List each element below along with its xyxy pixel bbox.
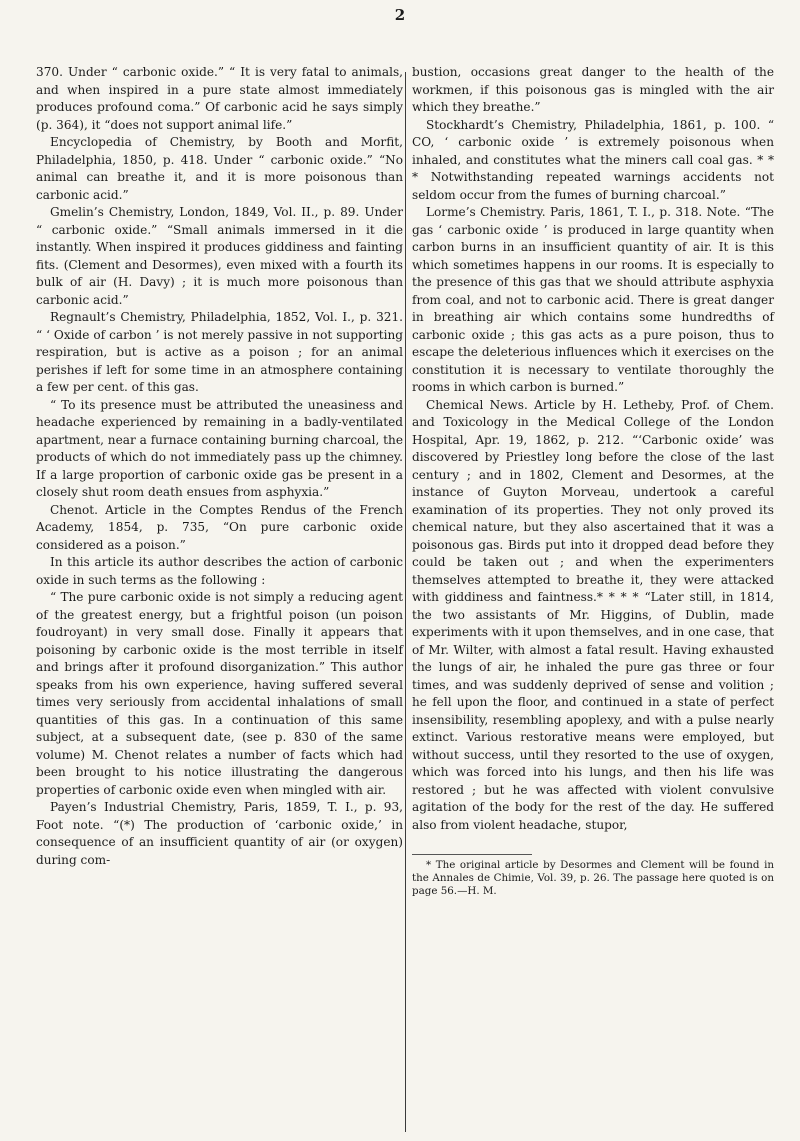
paragraph: Encyclopedia of Chemistry, by Booth and Morfit, Philadelphia, 1850, p. 418. Under “ carbonic oxide.” “No animal can breathe it, and it is more poisonous than carbonic acid.” xyxy=(36,135,403,202)
page-number: 2 xyxy=(394,6,406,24)
paragraph: Lorme’s Chemistry. Paris, 1861, T. I., p. 318. Note. “The gas ‘ carbonic oxide ’ is produced in large quantity when carbon burns in an insufficient quantity of air. It is this which sometimes happens in our rooms. It is especially to the presence of this gas that we should attribute asphyxia from coal, and not to carbonic acid. There is great danger in breathing air which contains some hundredths of carbonic oxide ; this gas acts as a pure poison, thus to escape the deleterious influences which it exercises on the constitution it is necessary to ventilate thoroughly the rooms in which carbon is burned.” xyxy=(412,205,774,394)
paragraph: Gmelin’s Chemistry, London, 1849, Vol. II., p. 89. Under “ carbonic oxide.” “Small animals immersed in it die instantly. When inspired it produces giddiness and fainting fits. (Clement and Desormes), even mixed with a fourth its bulk of air (H. Davy) ; it is much more poisonous than carbonic acid.” xyxy=(36,205,403,307)
footnote-divider xyxy=(412,854,532,855)
paragraph: Chemical News. Article by H. Letheby, Prof. of Chem. and Toxicology in the Medical College of the London Hospital, Apr. 19, 1862, p. 212. “‘Carbonic oxide’ was discovered by Priestley long before the close of the last century ; and in 1802, Clement and Desormes, at the instance of Guyton Morveau, undertook a careful examination of its properties. They not only proved its chemical nature, but they also ascertained that it was a poisonous gas. Birds put into it dropped dead before they could be taken out ; and when the experimenters themselves attempted to breathe it, they were attacked with giddiness and faintness.* * * * “Later still, in 1814, the two assistants of Mr. Higgins, of Dublin, made experiments with it upon themselves, and in one case, that of Mr. Wilter, with almost a fatal result. Having exhausted the lungs of air, he inhaled the pure gas three or four times, and was suddenly deprived of sense and volition ; he fell upon the floor, and continued in a state of perfect insensibility, resembling apoplexy, and with a pulse nearly extinct. Various restorative means were employed, but without success, until they resorted to the use of oxygen, which was forced into his lungs, and then his life was restored ; but he was affected with violent convulsive agitation of the body for the rest of the day. He suffered also from violent headache, stupor, xyxy=(412,397,774,832)
paragraph: In this article its author describes the action of carbonic oxide in such terms as the following : xyxy=(36,555,403,587)
footnote: * The original article by Desormes and Clement will be found in the Annales de Chimie, Vol. 39, p. 26. The passage here quoted is on page 56.—H. M. xyxy=(412,859,774,897)
paragraph: bustion, occasions great danger to the health of the workmen, if this poisonous gas is mingled with the air which they breathe.” xyxy=(412,65,774,114)
paragraph: Chenot. Article in the Comptes Rendus of the French Academy, 1854, p. 735, “On pure carbonic oxide considered as a poison.” xyxy=(36,502,403,552)
paragraph: “ The pure carbonic oxide is not simply a reducing agent of the greatest energy, but a frightful poison (un poison foudroyant) in very small dose. Finally it appears that poisoning by carbonic oxide is the most terrible in itself and brings after it profound disorganization.” This author speaks from his own experience, having suffered several times very seriously from accidental inhalations of small quantities of this gas. In a continuation of this same subject, at a subsequent date, (see p. 830 of the same volume) M. Chenot relates a number of facts which had been brought to his notice illustrating the dangerous properties of carbonic oxide even when mingled with air. xyxy=(36,590,403,797)
paragraph: “ To its presence must be attributed the uneasiness and headache experienced by remaining in a badly-ventilated apartment, near a furnace containing burning charcoal, the products of which do not immediately pass up the chimney. If a large proportion of carbonic oxide gas be present in a closely shut room death ensues from asphyxia.” xyxy=(36,397,403,499)
left-column xyxy=(36,64,403,869)
column-divider xyxy=(405,72,406,1132)
paragraph: Stockhardt’s Chemistry, Philadelphia, 1861, p. 100. “ CO, ‘ carbonic oxide ’ is extremely poisonous when inhaled, and constitutes what the miners call coal gas. * * * Notwithstanding repeated warnings accidents not seldom occur from the fumes of burning charcoal.” xyxy=(412,117,774,202)
paragraph: Regnault’s Chemistry, Philadelphia, 1852, Vol. I., p. 321. “ ‘ Oxide of carbon ’ is not merely passive in not supporting respiration, but is active as a poison ; for an animal perishes if left for some time in an atmosphere containing a few per cent. of this gas. xyxy=(36,310,403,394)
paragraph: 370. Under “ carbonic oxide.” “ It is very fatal to animals, and when inspired in a pure state almost immediately produces profound coma.” Of carbonic acid he says simply (p. 364), it “does not support animal life.” xyxy=(36,65,403,132)
paragraph: Payen’s Industrial Chemistry, Paris, 1859, T. I., p. 93, Foot note. “(*) The production of ‘carbonic oxide,’ in consequence of an insufficient quantity of air (or oxygen) during com- xyxy=(36,800,403,867)
right-column xyxy=(412,64,774,898)
